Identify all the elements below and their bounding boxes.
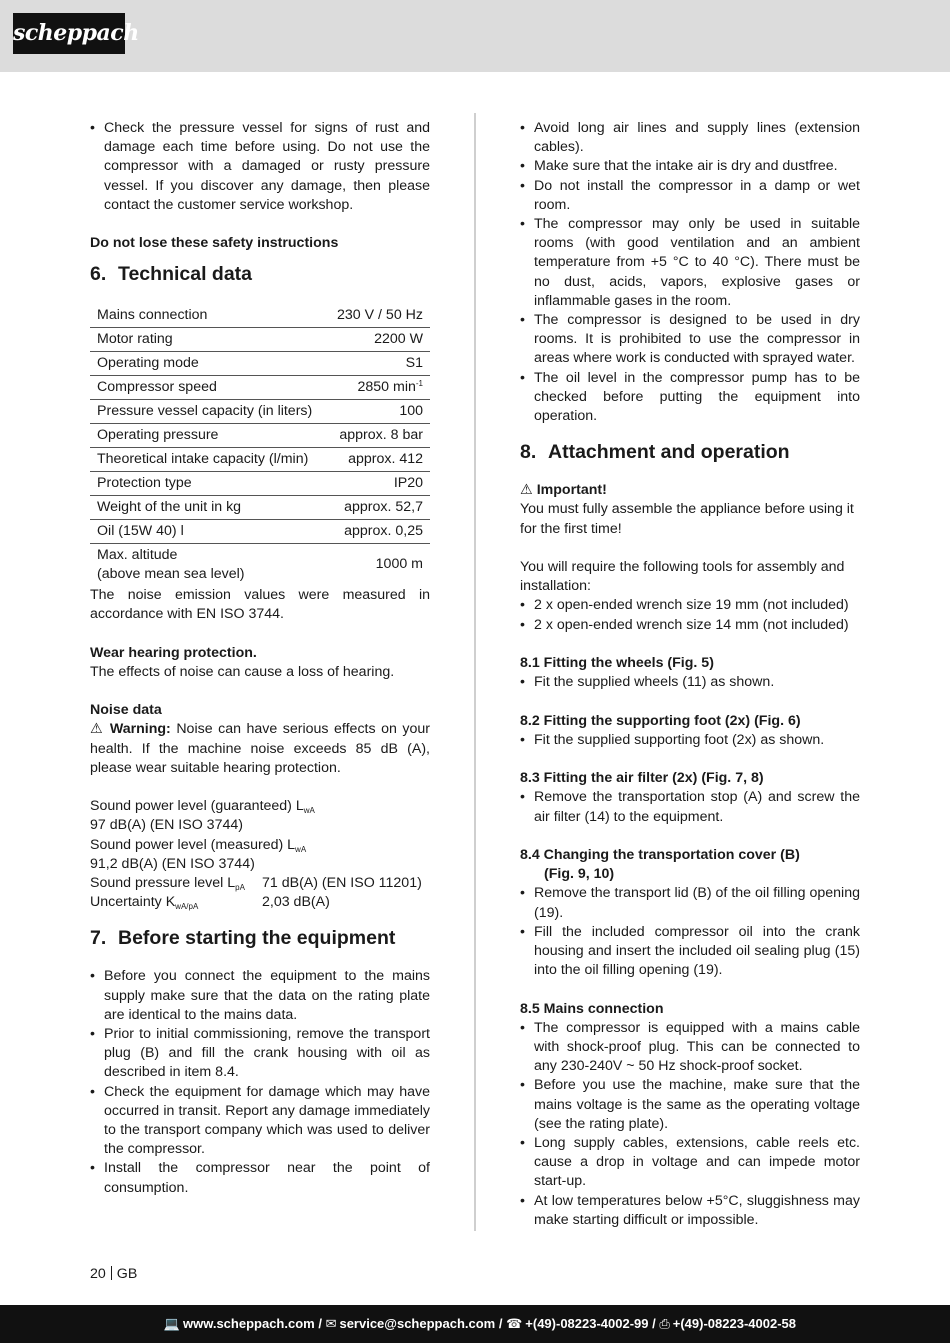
- safety-note: Do not lose these safety instructions: [90, 235, 339, 252]
- table-cell-value: 230 V / 50 Hz: [327, 303, 430, 327]
- list-item: • Fit the supplied supporting foot (2x) as shown.: [520, 731, 860, 750]
- table-row: [90, 351, 430, 375]
- transport-cover-list: [520, 884, 860, 980]
- table-cell-label: Theoretical intake capacity (l/min): [90, 447, 327, 471]
- mains-connection-list: [520, 1019, 860, 1230]
- foot-list: [520, 731, 860, 750]
- important-text: You must fully assemble the appliance before using it for the first time!: [520, 501, 854, 537]
- list-item: • Remove the transport lid (B) of the oil filling opening (19).: [520, 884, 860, 922]
- table-cell-label: Motor rating: [90, 327, 327, 351]
- before-starting-list: [90, 967, 430, 1197]
- table-row: [90, 447, 430, 471]
- table-row: [90, 519, 430, 543]
- scheppach-logo: scheppach: [13, 13, 125, 54]
- list-item: • Do not install the compressor in a damp or wet room.: [520, 177, 860, 215]
- list-item: • Before you connect the equipment to the mains supply make sure that the data on the rating plate are identical to the mains data.: [90, 967, 430, 1025]
- computer-icon: 💻: [163, 1316, 180, 1331]
- table-cell-label: Compressor speed: [90, 375, 327, 399]
- hearing-heading: Wear hearing protection.: [90, 644, 257, 661]
- sound-measured-value: 91,2 dB(A) (EN ISO 3744): [90, 855, 255, 872]
- noise-warning: ⚠ Warning: Noise can have serious effects on your health. If the machine noise exceeds 85 dB (A), please wear suitable hearing protection.: [90, 721, 430, 776]
- table-row: [90, 543, 430, 586]
- section-heading-attachment: 8. Attachment and operation: [520, 441, 790, 464]
- list-item: • Prior to initial commissioning, remove the transport plug (B) and fill the crank housing with oil as described in item 8.4.: [90, 1025, 430, 1083]
- sound-pressure-row: Sound pressure level $L_{pA}$ 71 dB(A) (EN ISO 11201): [90, 874, 422, 892]
- table-row: [90, 375, 430, 399]
- tools-list: [520, 596, 860, 634]
- footer-phone: +(49)-08223-4002-99 /: [525, 1316, 656, 1331]
- table-cell-value: 1000 m: [375, 556, 423, 573]
- table-cell-value: approx. 0,25: [327, 519, 430, 543]
- sound-guaranteed-label: Sound power level (guaranteed) $L_{wA}$: [90, 798, 315, 816]
- wheels-list: [520, 673, 860, 692]
- footer-bar: [0, 1305, 950, 1343]
- telephone-icon: ☎: [506, 1316, 523, 1331]
- tools-text: You will require the following tools for assembly and installation:: [520, 559, 845, 595]
- page-number: 20 GB: [90, 1266, 138, 1282]
- sound-measured-label: Sound power level (measured) $L_{wA}$: [90, 836, 307, 854]
- table-cell-label: Weight of the unit in kg: [90, 495, 327, 519]
- table-cell-label: Operating mode: [90, 351, 327, 375]
- table-cell-value: approx. 8 bar: [327, 423, 430, 447]
- header-bar: [0, 0, 950, 72]
- list-item: • 2 x open-ended wrench size 14 mm (not included): [520, 616, 860, 635]
- table-cell-value: approx. 412: [327, 447, 430, 471]
- list-item: • 2 x open-ended wrench size 19 mm (not included): [520, 596, 860, 615]
- subsection-heading: 8.1 Fitting the wheels (Fig. 5): [520, 655, 714, 672]
- warning-triangle-icon: ⚠: [90, 721, 105, 738]
- noise-data-heading: Noise data: [90, 702, 162, 719]
- list-item: • Fill the included compressor oil into the crank housing and insert the included oil sealing plug (15) into the oil filling opening (19).: [520, 923, 860, 981]
- fax-icon: ⎙: [659, 1316, 670, 1331]
- list-item: • The oil level in the compressor pump has to be checked before putting the equipment into operation.: [520, 369, 860, 427]
- list-item: • Avoid long air lines and supply lines (extension cables).: [520, 119, 860, 157]
- subsection-heading: 8.3 Fitting the air filter (2x) (Fig. 7, 8): [520, 770, 764, 787]
- table-cell-value: 2850 $\min^{-1}$: [327, 375, 430, 399]
- technical-data-table: [90, 303, 430, 586]
- sound-guaranteed-value: 97 dB(A) (EN ISO 3744): [90, 817, 243, 834]
- list-item: • Remove the transportation stop (A) and screw the air filter (14) to the equipment.: [520, 788, 860, 826]
- list-item: • Before you use the machine, make sure that the mains voltage is the same as the operating voltage (see the rating plate).: [520, 1076, 860, 1134]
- table-row: [90, 423, 430, 447]
- right-column: [520, 119, 860, 1230]
- air-filter-list: [520, 788, 860, 826]
- subsection-heading: 8.2 Fitting the supporting foot (2x) (Fig. 6): [520, 712, 801, 729]
- left-column: [90, 119, 430, 1198]
- table-cell-label: Protection type: [90, 471, 327, 495]
- table-cell-value: approx. 52,7: [327, 495, 430, 519]
- list-item: • The compressor may only be used in suitable rooms (with good ventilation and an ambient temperature from +5 °C to 40 °C). There must be no dust, acids, vapors, explosive gases or inflammable gases in the room.: [520, 215, 860, 311]
- list-item: • Fit the supplied wheels (11) as shown.: [520, 673, 860, 692]
- list-item: • Make sure that the intake air is dry and dustfree.: [520, 157, 860, 176]
- table-row: [90, 303, 430, 327]
- list-item: • The compressor is designed to be used in dry rooms. It is prohibited to use the compressor in areas where work is conducted with sprayed water.: [520, 311, 860, 369]
- table-row: [90, 495, 430, 519]
- warning-triangle-icon: ⚠: [520, 482, 533, 499]
- section-heading-before-starting: 7. Before starting the equipment: [90, 927, 396, 950]
- table-cell-value: S1: [327, 351, 430, 375]
- column-divider: [474, 113, 476, 1231]
- section-heading-technical-data: 6. Technical data: [90, 263, 253, 286]
- subsection-heading-continued: (Fig. 9, 10): [544, 866, 615, 883]
- table-row: [90, 399, 430, 423]
- table-cell-value: IP20: [327, 471, 430, 495]
- footer-website[interactable]: www.scheppach.com /: [182, 1316, 322, 1331]
- footer-email[interactable]: service@scheppach.com /: [339, 1316, 503, 1331]
- noise-emission-text: The noise emission values were measured in accordance with EN ISO 3744.: [90, 586, 430, 623]
- table-cell-label: Operating pressure: [90, 423, 327, 447]
- table-cell-value: 100: [327, 399, 430, 423]
- table-cell-label: Pressure vessel capacity (in liters): [90, 399, 327, 423]
- table-row: [90, 471, 430, 495]
- subsection-heading: 8.4 Changing the transportation cover (B): [520, 847, 800, 864]
- hearing-text: The effects of noise can cause a loss of hearing.: [90, 663, 395, 680]
- list-item: • Install the compressor near the point of consumption.: [90, 1159, 430, 1197]
- installation-bullet-list: [520, 119, 860, 426]
- envelope-icon: ✉: [325, 1316, 337, 1331]
- table-cell-label: Oil (15W 40) l: [90, 519, 327, 543]
- table-cell-value: 2200 W: [327, 327, 430, 351]
- list-item: • Check the equipment for damage which may have occurred in transit. Report any damage immediately to the transport company which was used to deliver the compressor.: [90, 1083, 430, 1160]
- uncertainty-row: Uncertainty $K_{wA/pA}$ 2,03 dB(A): [90, 894, 330, 912]
- important-heading: ⚠ Important!: [520, 482, 607, 499]
- list-item: • At low temperatures below +5°C, sluggishness may make starting difficult or impossible.: [520, 1192, 860, 1230]
- footer-fax: +(49)-08223-4002-58: [672, 1316, 796, 1331]
- intro-bullet-list: [90, 119, 430, 215]
- table-row: [90, 327, 430, 351]
- list-item: • Long supply cables, extensions, cable reels etc. cause a drop in voltage and can impede motor start-up.: [520, 1134, 860, 1192]
- table-cell-label: Max. altitude (above mean sea level): [97, 546, 245, 582]
- subsection-heading: 8.5 Mains connection: [520, 1000, 664, 1017]
- table-cell-label: Mains connection: [90, 303, 327, 327]
- list-item: • Check the pressure vessel for signs of rust and damage each time before using. Do not use the compressor with a damaged or rusty pressure vessel. If you discover any damage, then please contact the customer service workshop.: [90, 119, 430, 215]
- list-item: • The compressor is equipped with a mains cable with shock-proof plug. This can be connected to any 230-240V ~ 50 Hz shock-proof socket.: [520, 1019, 860, 1077]
